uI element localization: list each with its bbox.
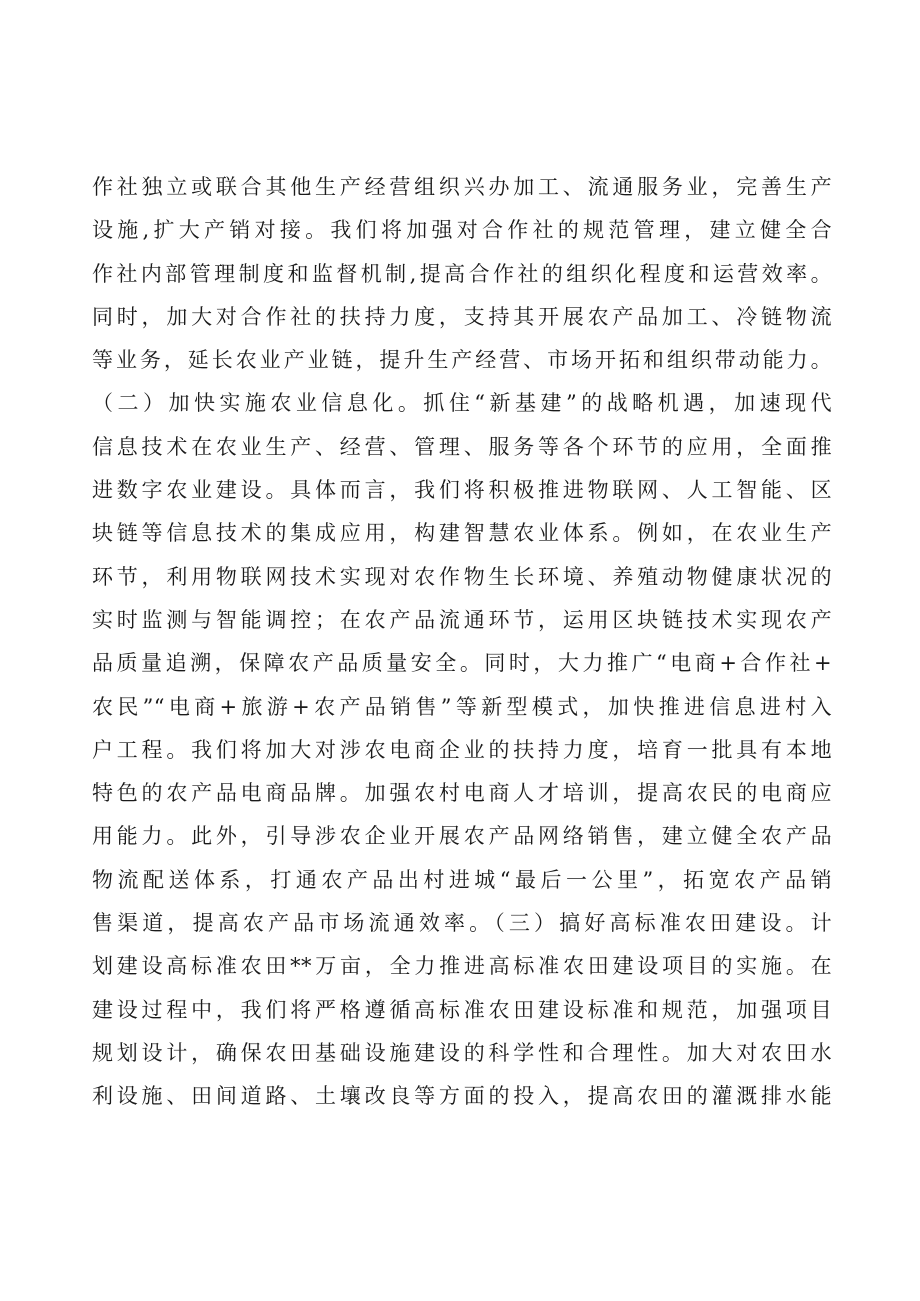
text-line-20: 建设过程中，我们将严格遵循高标准农田建设标准和规范，加强项目 [92,997,832,1022]
text-line-17: 物流配送体系，打通农产品出村进城“最后一公里”，拓宽农产品销 [92,867,832,892]
text-line-14: 户工程。我们将加大对涉农电商企业的扶持力度，培育一批具有本地 [92,737,832,762]
text-line-2: 设施,扩大产销对接。我们将加强对合作社的规范管理，建立健全合 [92,218,832,243]
text-line-8: 进数字农业建设。具体而言，我们将积极推进物联网、人工智能、区 [92,478,832,503]
text-line-5: 等业务，延长农业产业链，提升生产经营、市场开拓和组织带动能力。 [92,348,832,373]
text-line-15: 特色的农产品电商品牌。加强农村电商人才培训，提高农民的电商应 [92,781,832,806]
text-line-10: 环节，利用物联网技术实现对农作物生长环境、养殖动物健康状况的 [92,564,832,589]
text-line-18: 售渠道，提高农产品市场流通效率。（三）搞好高标准农田建设。计 [92,911,832,936]
text-line-9: 块链等信息技术的集成应用，构建智慧农业体系。例如，在农业生产 [92,521,832,546]
text-line-19: 划建设高标准农田**万亩，全力推进高标准农田建设项目的实施。在 [92,954,832,979]
text-line-21: 规划设计，确保农田基础设施建设的科学性和合理性。加大对农田水 [92,1040,832,1065]
text-line-16: 用能力。此外，引导涉农企业开展农产品网络销售，建立健全农产品 [92,824,832,849]
text-line-11: 实时监测与智能调控；在农产品流通环节，运用区块链技术实现农产 [92,607,832,632]
text-line-3: 作社内部管理制度和监督机制,提高合作社的组织化程度和运营效率。 [92,261,832,286]
text-line-6: （二）加快实施农业信息化。抓住“新基建”的战略机遇，加速现代 [92,391,832,416]
text-line-12: 品质量追溯，保障农产品质量安全。同时，大力推广“电商+合作社+ [92,651,832,676]
text-line-4: 同时，加大对合作社的扶持力度，支持其开展农产品加工、冷链物流 [92,304,832,329]
text-line-1: 作社独立或联合其他生产经营组织兴办加工、流通服务业，完善生产 [92,175,832,199]
text-line-13: 农民”“电商+旅游+农产品销售”等新型模式，加快推进信息进村入 [92,694,832,719]
body-text [92,166,832,1119]
text-line-22: 利设施、田间道路、土壤改良等方面的投入，提高农田的灌溉排水能 [92,1084,832,1109]
text-line-7: 信息技术在农业生产、经营、管理、服务等各个环节的应用，全面推 [92,434,832,459]
